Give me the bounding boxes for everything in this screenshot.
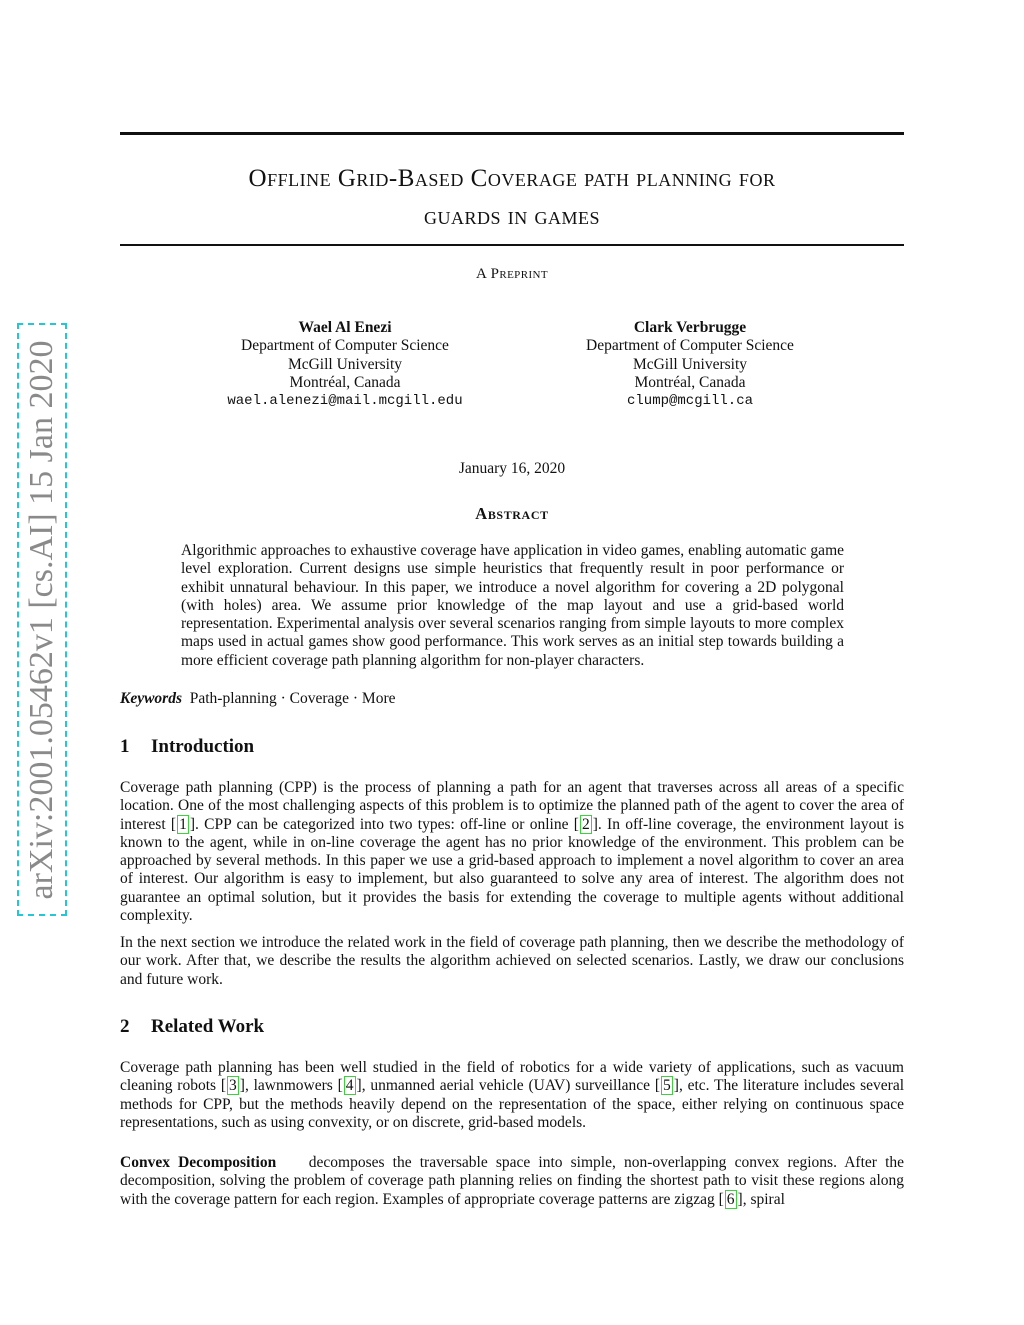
author-department: Department of Computer Science: [586, 337, 794, 355]
citation-link[interactable]: 4: [345, 1077, 354, 1095]
title-rule-top: [120, 132, 904, 135]
intro-paragraph-2: In the next section we introduce the related work in the field of coverage path planning, then we describe the methodology of our work. After that, we describe the results the algorithm achieved on selected scenarios. Lastly, we draw our conclusions and future work.: [120, 934, 904, 988]
paragraph-lead: Convex Decomposition: [120, 1154, 277, 1171]
author-email[interactable]: wael.alenezi@mail.mcgill.edu: [227, 393, 463, 410]
text-run: . CPP can be categorized into two types: off-line or online: [195, 815, 574, 833]
author-name: Wael Al Enezi: [298, 319, 392, 336]
preprint-label: A Preprint: [476, 266, 548, 282]
title-line-2: guards in games: [423, 203, 600, 230]
abstract-text: Algorithmic approaches to exhaustive coverage have application in video games, enabling automatic game level exploration. Current designs use simple heuristics that frequently result in poor performance or exhibit unnatural behaviour. In this paper, we introduce a novel algorithm for covering a 2D polygonal (with holes) area. We assume prior knowledge of the map layout and use a grid-based world representation. Experimental analysis over several scenarios ranging from simple layouts to more complex maps used in actual games show good performance. This work serves as an initial step towards building a more efficient coverage path planning algorithm for non-player characters.: [181, 542, 844, 669]
paper-date: January 16, 2020: [458, 460, 566, 477]
text-run: , lawnmowers: [244, 1077, 338, 1095]
citation-link[interactable]: 2: [581, 815, 590, 833]
text-run: , spiral: [742, 1190, 785, 1208]
author-email[interactable]: clump@mcgill.ca: [626, 393, 754, 410]
section-heading-related-work: [120, 1016, 904, 1038]
keywords-label: Keywords: [120, 690, 182, 707]
title-rule-bottom: [120, 244, 904, 246]
author-block-1: [195, 319, 495, 410]
keywords-line: [120, 690, 904, 708]
arxiv-stamp: [17, 323, 67, 916]
section-number: 2: [120, 1016, 130, 1037]
citation-link[interactable]: 5: [663, 1077, 671, 1095]
paper-title: [120, 160, 904, 236]
author-location: Montréal, Canada: [634, 373, 746, 391]
arxiv-stamp-text: arXiv:2001.05462v1 [cs.AI] 15 Jan 2020: [23, 339, 60, 900]
text-run: , etc. The literature includes several methods for CPP, but the methods heavily depend on the representation of the space, either relying on continuous space representations, such as using convexity, or on discrete, grid-based models.: [120, 1077, 904, 1131]
author-name: Clark Verbrugge: [633, 319, 747, 336]
text-run: . In off-line coverage, the environment layout is known to the agent, while in on-line coverage the agent has no prior knowledge of the environment. This problem can be approached by several methods. In this paper we use a grid-based approach to implement a novel algorithm to cover an area of interest. Our algorithm is easy to implement, but also guaranteed to solve any area of interest. The algorithm does not guarantee an optimal solution, but it provides the basis for extending the coverage to multiple agents without additional complexity.: [120, 815, 904, 925]
author-location: Montréal, Canada: [289, 373, 401, 391]
section-heading-introduction: [120, 736, 904, 758]
text-run: Coverage path planning has been well studied in the field of robotics for a wide variety of applications, such as vacuum cleaning robots: [120, 1059, 904, 1095]
section-title: Related Work: [151, 1016, 265, 1037]
citation-link[interactable]: 6: [726, 1190, 735, 1208]
author-department: Department of Computer Science: [241, 337, 449, 355]
abstract-heading: Abstract: [475, 504, 549, 523]
text-run: decomposes the traversable space into simple, non-overlapping convex regions. After the decomposition, solving the problem of coverage path planning relies on finding the shortest path to visit these regions along with the coverage pattern for each region. Examples of appropriate coverage patterns are zigzag: [120, 1154, 905, 1208]
text-run: , unmanned aerial vehicle (UAV) surveillance: [361, 1077, 655, 1095]
text-run: Coverage path planning (CPP) is the process of planning a path for an agent that traverses across all areas of a specific location. One of the most challenging aspects of this problem is to optimize the planned path of the agent to cover the area of interest: [120, 779, 904, 833]
author-university: McGill University: [632, 355, 748, 373]
intro-paragraph-1: Coverage path planning (CPP) is the process of planning a path for an agent that traverses across all areas of a specific location. One of the most challenging aspects of this problem is to optimize the planned path of the agent to cover the area of interest [ 1 ]. CPP can be categorized into two types: off-line or online [ 2 ]. In off-line coverage, the environment layout is known to the agent, while in on-line coverage the agent has no prior knowledge of the environment. This problem can be approached by several methods. In this paper we use a grid-based approach to implement a novel algorithm to cover an area of interest. Our algorithm is easy to implement, but also guaranteed to solve any area of interest. The algorithm does not guarantee an optimal solution, but it provides the basis for extending the coverage to multiple agents without additional complexity.: [120, 779, 904, 925]
section-title: Introduction: [151, 736, 255, 757]
author-block-2: [540, 319, 840, 410]
title-line-1: Offline Grid-Based Coverage path planning for: [248, 165, 776, 192]
author-university: McGill University: [287, 355, 403, 373]
citation-link[interactable]: 1: [179, 815, 187, 833]
citation-link[interactable]: 3: [229, 1077, 237, 1095]
related-paragraph-1: Coverage path planning has been well studied in the field of robotics for a wide variety of applications, such as vacuum cleaning robots [ 3 ], lawnmowers [ 4 ], unmanned aerial vehicle (UAV) surveillance [ 5 ], etc. The literature includes several methods for CPP, but the methods heavily depend on the representation of the space, either relying on continuous space representations, such as using convexity, or on discrete, grid-based models.: [120, 1059, 904, 1131]
keywords-text: Path-planning · Coverage · More: [189, 690, 396, 707]
related-paragraph-2: Convex Decomposition decomposes the traversable space into simple, non-overlapping convex regions. After the decomposition, solving the problem of coverage path planning relies on finding the shortest path to visit these regions along with the coverage pattern for each region. Examples of appropriate coverage patterns are zigzag [ 6 ], spiral: [120, 1154, 905, 1208]
section-number: 1: [120, 736, 130, 757]
